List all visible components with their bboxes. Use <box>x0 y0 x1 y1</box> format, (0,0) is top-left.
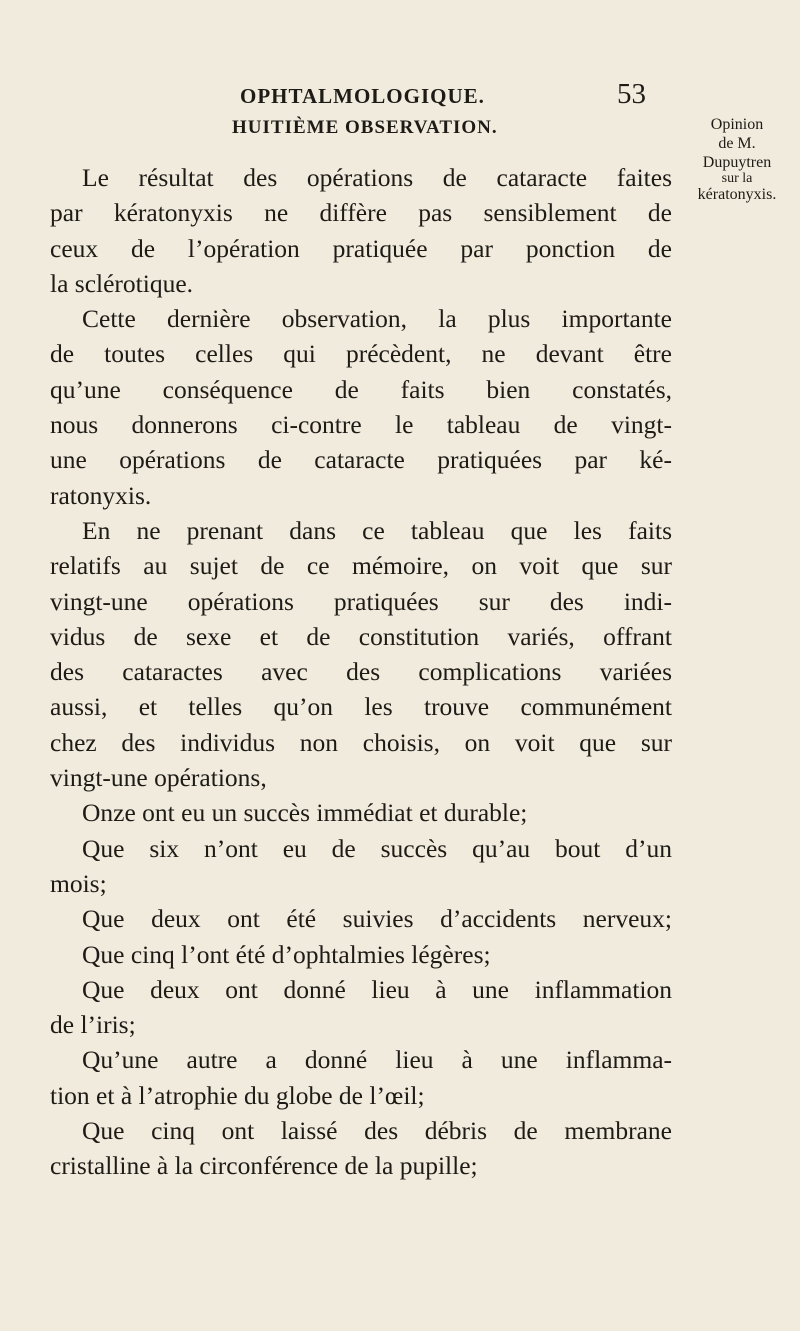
body-text <box>50 160 672 1184</box>
text-line: vingt-une opérations, <box>50 763 267 793</box>
text-line: ceux de l’opération pratiquée par ponction de <box>50 233 672 263</box>
text-line: tion et à l’atrophie du globe de l’œil; <box>50 1080 425 1110</box>
text-line: Onze ont eu un succès immédiat et durable; <box>82 798 528 828</box>
text-line: mois; <box>50 868 107 898</box>
text-line: Qu’une autre a donné lieu à une inflamma- <box>82 1045 672 1075</box>
text-line: Que six n’ont eu de succès qu’au bout d’un <box>82 833 672 863</box>
margin-note-line: Opinion <box>710 116 764 133</box>
text-line: Le résultat des opérations de cataracte faites <box>82 163 672 192</box>
text-line: cristalline à la circonférence de la pupille; <box>50 1151 478 1181</box>
text-line: Que cinq l’ont été d’ophtalmies légères; <box>82 939 491 969</box>
text-line: de l’iris; <box>50 1010 136 1040</box>
margin-note <box>676 115 798 204</box>
text-line: Que deux ont donné lieu à une inflammation <box>82 974 672 1004</box>
text-line: vidus de sexe et de constitution variés, offrant <box>50 621 672 651</box>
text-line: relatifs au sujet de ce mémoire, on voit que sur <box>50 551 672 581</box>
margin-note-line: Dupuytren <box>702 154 772 171</box>
margin-note-line: kératonyxis. <box>697 186 777 203</box>
text-line: de toutes celles qui précèdent, ne devant être <box>50 339 672 369</box>
text-line: chez des individus non choisis, on voit que sur <box>50 727 672 757</box>
text-line: ratonyxis. <box>50 480 152 510</box>
running-head <box>240 78 660 114</box>
page-number: 53 <box>617 78 646 110</box>
text-line: qu’une conséquence de faits bien constatés, <box>50 374 672 404</box>
text-line: Cette dernière observation, la plus importante <box>82 304 672 334</box>
text-line: la sclérotique. <box>50 268 194 298</box>
text-line: une opérations de cataracte pratiquées par ké- <box>50 445 672 475</box>
text-line: par kératonyxis ne diffère pas sensiblement de <box>50 198 672 228</box>
margin-note-line: sur la <box>721 171 753 186</box>
running-title: OPHTALMOLOGIQUE. <box>240 84 485 108</box>
text-line: vingt-une opérations pratiquées sur des indi- <box>50 586 672 616</box>
text-line: Que cinq ont laissé des débris de membrane <box>82 1116 672 1146</box>
section-title: HUITIÈME OBSERVATION. <box>232 117 498 138</box>
text-line: aussi, et telles qu’on les trouve communément <box>50 692 672 722</box>
margin-note-line: de M. <box>718 135 756 152</box>
text-line: En ne prenant dans ce tableau que les faits <box>82 515 672 545</box>
text-line: Que deux ont été suivies d’accidents nerveux; <box>82 904 672 934</box>
text-line: des cataractes avec des complications variées <box>50 657 672 687</box>
text-line: nous donnerons ci-contre le tableau de vingt- <box>50 410 672 440</box>
